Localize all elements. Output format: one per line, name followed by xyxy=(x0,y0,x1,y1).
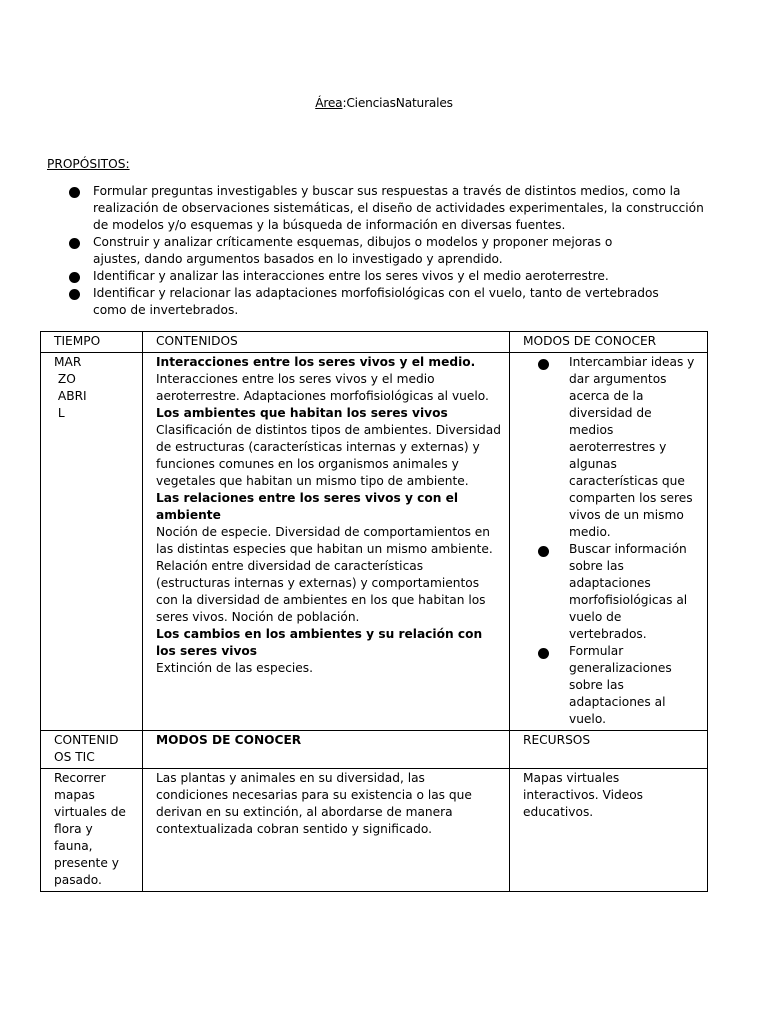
table-row xyxy=(41,769,708,892)
planning-table xyxy=(40,331,708,892)
bullet-icon xyxy=(538,648,549,659)
tic-cell: Recorrer mapas virtuales de flora y fauna, presente y pasado. xyxy=(41,769,143,892)
contenido-text: Clasificación de distintos tipos de ambientes. Diversidad de estructuras (características internas y externas) y funciones comunes en los organismos animales y vegetales que habitan un mismo tipo de ambiente. xyxy=(156,423,501,488)
modo-item xyxy=(538,354,699,541)
table-subheader-row xyxy=(41,731,708,769)
purposes-list xyxy=(69,183,719,319)
contenido-text: Relación entre diversidad de características (estructuras internas y externas) y comportamientos con la diversidad de ambientes en los que habitan los seres vivos. Noción de población. xyxy=(156,559,486,624)
contenidos-cell xyxy=(143,353,510,731)
table-row xyxy=(41,353,708,731)
header-tiempo: TIEMPO xyxy=(41,332,143,353)
modo-text: Formular generalizaciones sobre las adaptaciones al vuelo. xyxy=(569,644,672,726)
purpose-item xyxy=(69,285,673,319)
tiempo-cell: MAR ZO ABRI L xyxy=(41,353,143,731)
purpose-item xyxy=(69,268,719,285)
header-modos-de-conocer-2: MODOS DE CONOCER xyxy=(143,731,510,769)
purpose-text: Identificar y relacionar las adaptaciones morfofisiológicas con el vuelo, tanto de vertebrados como de invertebrados. xyxy=(93,286,659,317)
bullet-icon xyxy=(69,187,80,198)
bullet-icon xyxy=(69,238,80,249)
header-contenidos-tic: CONTENID OS TIC xyxy=(41,731,143,769)
title-subject: :CienciasNaturales xyxy=(342,96,453,110)
purpose-item xyxy=(69,234,643,268)
header-modos-de-conocer: MODOS DE CONOCER xyxy=(510,332,708,353)
title-area-label: Área xyxy=(315,96,343,110)
modos-cell xyxy=(510,353,708,731)
contenido-heading: Interacciones entre los seres vivos y el medio. xyxy=(156,355,476,369)
contenido-heading: Los cambios en los ambientes y su relación con los seres vivos xyxy=(156,627,483,658)
contenido-text: Interacciones entre los seres vivos y el medio aeroterrestre. Adaptaciones morfofisiológicas al vuelo. xyxy=(156,372,489,403)
purpose-item xyxy=(69,183,719,234)
header-recursos: RECURSOS xyxy=(510,731,708,769)
purpose-text: Identificar y analizar las interacciones entre los seres vivos y el medio aeroterrestre. xyxy=(93,269,609,283)
modo-text: Intercambiar ideas y dar argumentos acerca de la diversidad de medios aeroterrestres y algunas características que comparten los seres vivos de un mismo medio. xyxy=(569,355,695,539)
contenido-text: Extinción de las especies. xyxy=(156,661,314,675)
modos2-cell: Las plantas y animales en su diversidad, las condiciones necesarias para su existencia o las que derivan en su extinción, al abordarse de manera contextualizada cobran sentido y significado. xyxy=(143,769,510,892)
purpose-text: Construir y analizar críticamente esquemas, dibujos o modelos y proponer mejoras o ajustes, dando argumentos basados en lo investigado y aprendido. xyxy=(93,235,613,266)
contenido-heading: Los ambientes que habitan los seres vivos xyxy=(156,406,448,420)
page-title xyxy=(0,95,768,112)
bullet-icon xyxy=(538,546,549,557)
purposes-heading: PROPÓSITOS: xyxy=(47,157,130,171)
purpose-text: Formular preguntas investigables y buscar sus respuestas a través de distintos medios, como la realización de observaciones sistemáticas, el diseño de actividades experimentales, la construcción de modelos y/o esquemas y la búsqueda de información en diversas fuentes. xyxy=(93,184,704,232)
bullet-icon xyxy=(538,359,549,370)
modos-list xyxy=(523,354,699,728)
modo-item xyxy=(538,643,699,728)
modo-text: Buscar información sobre las adaptaciones morfofisiológicas al vuelo de vertebrados. xyxy=(569,542,688,641)
modo-item xyxy=(538,541,699,643)
header-contenidos: CONTENIDOS xyxy=(143,332,510,353)
recursos-cell: Mapas virtuales interactivos. Videos educativos. xyxy=(510,769,708,892)
table-header-row xyxy=(41,332,708,353)
contenido-heading: Las relaciones entre los seres vivos y con el ambiente xyxy=(156,491,459,522)
contenido-text: Noción de especie. Diversidad de comportamientos en las distintas especies que habitan un mismo ambiente. xyxy=(156,525,493,556)
bullet-icon xyxy=(69,289,80,300)
bullet-icon xyxy=(69,272,80,283)
